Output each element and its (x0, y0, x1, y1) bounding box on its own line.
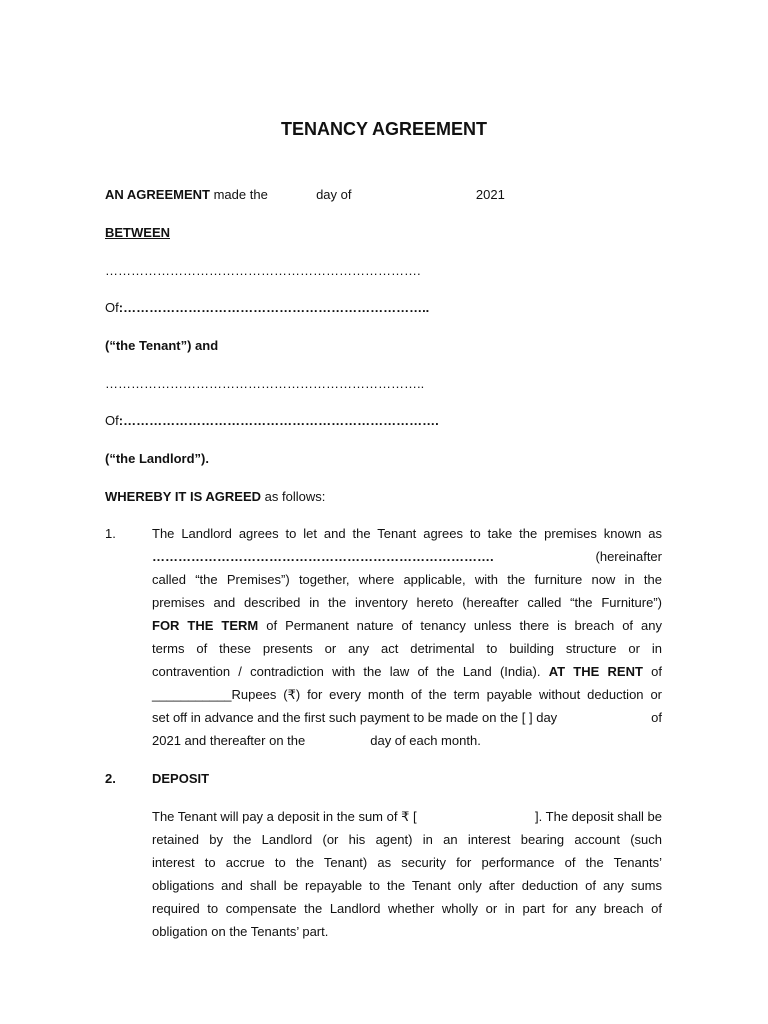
clause-1-line (152, 729, 662, 752)
clause-2-line: retained by the Landlord (or his agent) in an interest bearing account (such (152, 832, 662, 847)
tenant-name-line: ………………………………………………………………. (105, 263, 421, 278)
intro-made-the: made the (213, 187, 268, 202)
intro-day-of: day of (316, 187, 352, 202)
whereby-bold: WHEREBY IT IS AGREED (105, 489, 262, 504)
clause-2-line: obligation on the Tenants’ part. (152, 924, 329, 939)
tenant-label: (“the Tenant”) and (105, 338, 219, 353)
tenant-of-label: Of (105, 300, 119, 315)
agreement-intro (105, 183, 505, 206)
landlord-address (105, 409, 439, 432)
clause-2-number: 2. (105, 771, 116, 786)
between-heading: BETWEEN (105, 225, 170, 240)
landlord-of-line: :………………………………………………………………. (118, 413, 439, 428)
thereafter-text: 2021 and thereafter on the (152, 733, 306, 748)
clause-1-line: The Landlord agrees to let and the Tenant agrees to take the premises known as (152, 526, 662, 541)
of-text: of (651, 710, 662, 725)
clause-1-line (152, 545, 662, 568)
term-text: of Permanent nature of tenancy unless there is breach of any (266, 618, 662, 633)
premises-dots: ……………………………………………………………………. (152, 549, 494, 564)
of-text: of (651, 664, 662, 679)
first-payment-text: set off in advance and the first such payment to be made on the [ ] day (152, 710, 558, 725)
clause-2-line: interest to accrue to the Tenant) as security for performance of the Tenants’ (152, 855, 662, 870)
clause-2-line (152, 805, 662, 828)
deposit-sum-text: The Tenant will pay a deposit in the sum of ₹ [ (152, 809, 417, 824)
hereinafter-text: (hereinafter (595, 549, 662, 564)
contravention-text: contravention / contradiction with the law of the Land (India). (152, 664, 541, 679)
for-the-term-bold: FOR THE TERM (152, 618, 259, 633)
each-month-text: day of each month. (370, 733, 481, 748)
at-the-rent-bold: AT THE RENT (548, 664, 643, 679)
intro-bold: AN AGREEMENT (105, 187, 210, 202)
deposit-heading: DEPOSIT (152, 771, 210, 786)
clause-2-line: required to compensate the Landlord whether wholly or in part for any breach of (152, 901, 662, 916)
tenant-of-line: :…………………………………………………………….. (118, 300, 430, 315)
clause-1-line: premises and described in the inventory hereto (hereafter called “the Furniture”) (152, 595, 662, 610)
document-title: TENANCY AGREEMENT (280, 119, 487, 139)
landlord-name-line: ……………………………………………………………….. (105, 376, 425, 391)
clause-1-number: 1. (105, 526, 116, 541)
intro-year: 2021 (475, 187, 505, 202)
clause-2-body (152, 805, 662, 943)
clause-1-line (152, 614, 662, 637)
clause-1-line (152, 660, 662, 683)
clause-1-line: ___________Rupees (₹) for every month of the term payable without deduction or (152, 687, 662, 702)
tenant-address (105, 296, 429, 319)
clause-1-line (152, 706, 662, 729)
clause-1-line: terms of these presents or any act detrimental to building structure or in (152, 641, 662, 656)
clause-2-line: obligations and shall be repayable to the Tenant only after deduction of any sums (152, 878, 662, 893)
whereby-rest: as follows: (264, 489, 326, 504)
landlord-of-label: Of (105, 413, 119, 428)
clause-1-body (152, 522, 662, 752)
whereby-line (105, 485, 325, 508)
deposit-retained-text: ]. The deposit shall be (535, 809, 662, 824)
landlord-label: (“the Landlord”). (105, 451, 209, 466)
clause-1-line: called “the Premises”) together, where applicable, with the furniture now in the (152, 572, 662, 587)
